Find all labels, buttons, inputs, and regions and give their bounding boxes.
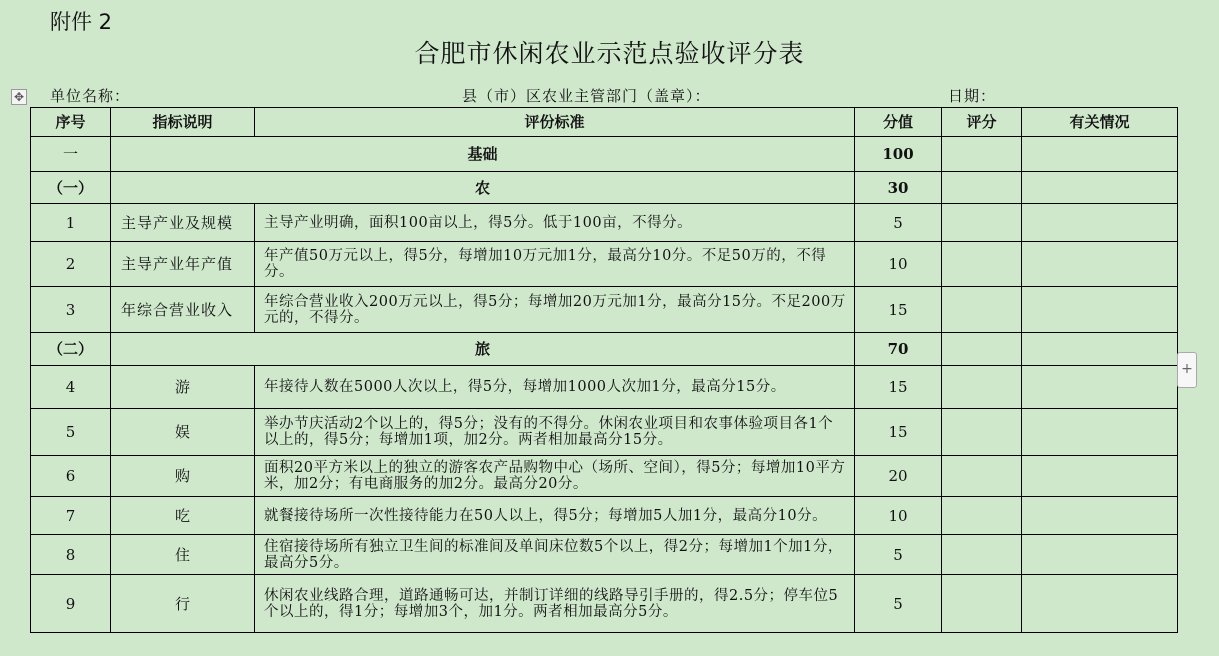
row-standard: 休闲农业线路合理，道路通畅可达，并制订详细的线路导引手册的，得2.5分；停车位5个以上的，得1分；每增加3个，加1分。两者相加最高分5分。	[255, 575, 855, 633]
section-no: （二）	[31, 333, 111, 366]
section-row-tour	[31, 333, 1178, 366]
table-row	[31, 366, 1178, 409]
header-score: 评分	[942, 108, 1022, 137]
header-notes: 有关情况	[1022, 108, 1178, 137]
row-indicator: 娱	[111, 409, 255, 456]
row-standard: 就餐接待场所一次性接待能力在50人以上，得5分；每增加5人加1分，最高分10分。	[255, 497, 855, 535]
header-indicator: 指标说明	[111, 108, 255, 137]
row-points: 15	[855, 409, 942, 456]
department-label: 县（市）区农业主管部门（盖章）：	[462, 87, 711, 105]
row-points: 15	[855, 366, 942, 409]
row-points: 5	[855, 535, 942, 575]
row-standard: 举办节庆活动2个以上的，得5分；没有的不得分。休闲农业项目和农事体验项目各1个以上的，得5分；每增加1项，加2分。两者相加最高分15分。	[255, 409, 855, 456]
notes-cell[interactable]	[1022, 242, 1178, 287]
row-points: 5	[855, 575, 942, 633]
unit-name-label: 单位名称：	[50, 87, 131, 105]
section-score: 100	[855, 137, 942, 172]
score-cell[interactable]	[942, 242, 1022, 287]
score-cell[interactable]	[942, 535, 1022, 575]
row-indicator: 年综合营业收入	[111, 287, 255, 333]
row-standard: 面积20平方米以上的独立的游客农产品购物中心（场所、空间），得5分；每增加10平方米，加2分；有电商服务的加2分。最高分20分。	[255, 456, 855, 497]
page-title: 合肥市休闲农业示范点验收评分表	[414, 39, 805, 68]
notes-cell[interactable]	[1022, 204, 1178, 242]
score-cell[interactable]	[942, 204, 1022, 242]
notes-cell[interactable]	[1022, 535, 1178, 575]
score-cell[interactable]	[942, 137, 1022, 172]
row-no: 2	[31, 242, 111, 287]
table-row	[31, 204, 1178, 242]
table-row	[31, 535, 1178, 575]
row-standard: 住宿接待场所有独立卫生间的标准间及单间床位数5个以上，得2分；每增加1个加1分，最高分5分。	[255, 535, 855, 575]
add-row-plus-icon[interactable]: +	[1177, 352, 1197, 388]
row-no: 6	[31, 456, 111, 497]
section-no: 一	[31, 137, 111, 172]
section-row-agri	[31, 172, 1178, 204]
score-cell[interactable]	[942, 575, 1022, 633]
row-no: 3	[31, 287, 111, 333]
notes-cell[interactable]	[1022, 409, 1178, 456]
section-name: 旅	[111, 333, 855, 366]
scoring-table	[30, 107, 1178, 633]
row-no: 7	[31, 497, 111, 535]
row-no: 5	[31, 409, 111, 456]
row-points: 10	[855, 497, 942, 535]
header-no: 序号	[31, 108, 111, 137]
row-indicator: 游	[111, 366, 255, 409]
date-label: 日期：	[948, 87, 997, 105]
notes-cell[interactable]	[1022, 172, 1178, 204]
row-points: 10	[855, 242, 942, 287]
notes-cell[interactable]	[1022, 456, 1178, 497]
attachment-label: 附件 2	[50, 10, 113, 34]
section-name: 农	[111, 172, 855, 204]
row-no: 4	[31, 366, 111, 409]
section-score: 70	[855, 333, 942, 366]
score-cell[interactable]	[942, 366, 1022, 409]
table-row	[31, 409, 1178, 456]
notes-cell[interactable]	[1022, 366, 1178, 409]
row-no: 1	[31, 204, 111, 242]
score-cell[interactable]	[942, 497, 1022, 535]
header-points: 分值	[855, 108, 942, 137]
table-row	[31, 287, 1178, 333]
score-cell[interactable]	[942, 333, 1022, 366]
table-row	[31, 575, 1178, 633]
section-score: 30	[855, 172, 942, 204]
row-points: 20	[855, 456, 942, 497]
notes-cell[interactable]	[1022, 137, 1178, 172]
row-standard: 年产值50万元以上，得5分，每增加10万元加1分，最高分10分。不足50万的，不得分。	[255, 242, 855, 287]
section-no: （一）	[31, 172, 111, 204]
header-row	[31, 108, 1178, 137]
row-points: 15	[855, 287, 942, 333]
row-indicator: 行	[111, 575, 255, 633]
row-points: 5	[855, 204, 942, 242]
notes-cell[interactable]	[1022, 575, 1178, 633]
table-row	[31, 456, 1178, 497]
table-row	[31, 497, 1178, 535]
score-cell[interactable]	[942, 456, 1022, 497]
score-cell[interactable]	[942, 287, 1022, 333]
row-no: 8	[31, 535, 111, 575]
score-cell[interactable]	[942, 409, 1022, 456]
row-indicator: 住	[111, 535, 255, 575]
row-indicator: 主导产业及规模	[111, 204, 255, 242]
header-standard: 评份标准	[255, 108, 855, 137]
score-cell[interactable]	[942, 172, 1022, 204]
row-standard: 年接待人数在5000人次以上，得5分，每增加1000人次加1分，最高分15分。	[255, 366, 855, 409]
row-no: 9	[31, 575, 111, 633]
table-move-handle-icon[interactable]: ✥	[11, 89, 27, 105]
row-indicator: 购	[111, 456, 255, 497]
row-indicator: 主导产业年产值	[111, 242, 255, 287]
notes-cell[interactable]	[1022, 497, 1178, 535]
notes-cell[interactable]	[1022, 333, 1178, 366]
table-row	[31, 242, 1178, 287]
row-indicator: 吃	[111, 497, 255, 535]
notes-cell[interactable]	[1022, 287, 1178, 333]
row-standard: 年综合营业收入200万元以上，得5分；每增加20万元加1分，最高分15分。不足200万元的，不得分。	[255, 287, 855, 333]
section-name: 基础	[111, 137, 855, 172]
section-row-base	[31, 137, 1178, 172]
row-standard: 主导产业明确，面积100亩以上，得5分。低于100亩，不得分。	[255, 204, 855, 242]
